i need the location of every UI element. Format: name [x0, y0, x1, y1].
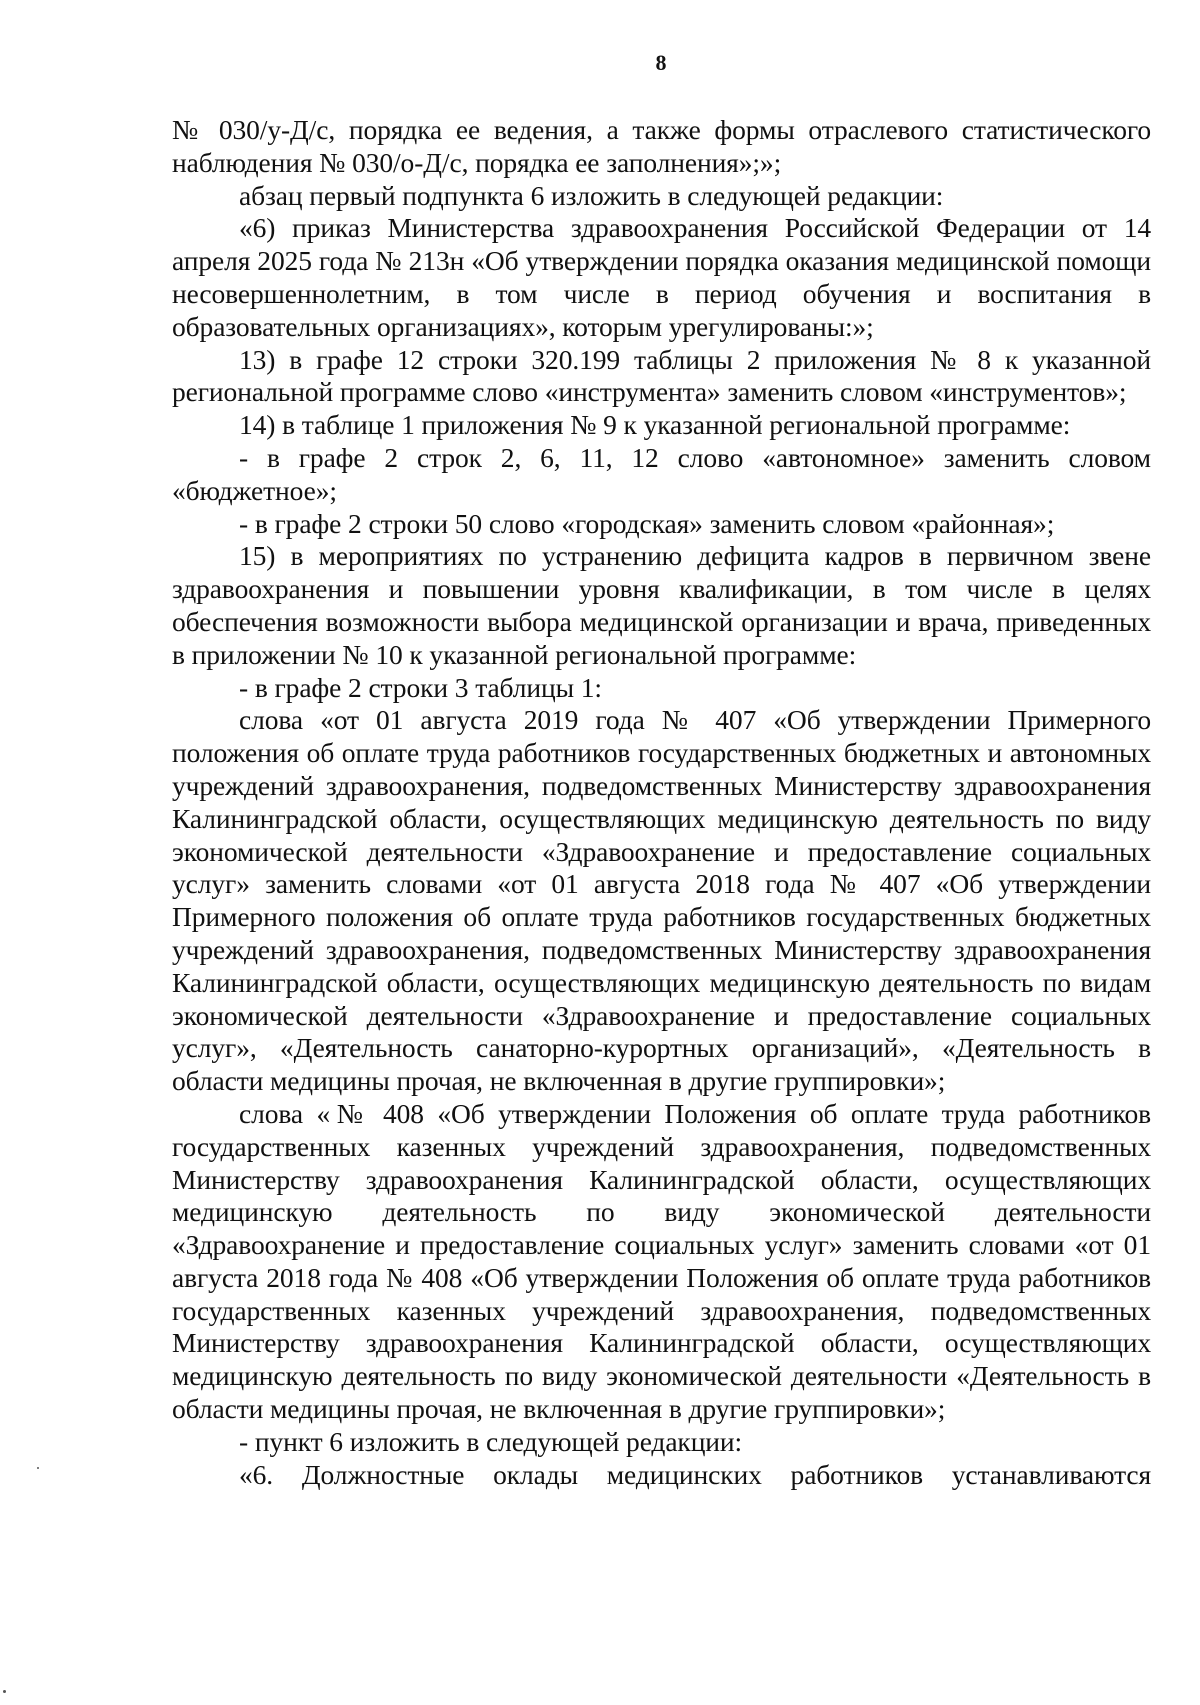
- paragraph-item-14: 14) в таблице 1 приложения № 9 к указанной региональной программе:: [239, 409, 1071, 441]
- scan-speck: [3, 1690, 6, 1693]
- paragraph-item-14-row-50: - в графе 2 строки 50 слово «городская» заменить словом «районная»;: [239, 507, 1055, 539]
- paragraph-subitem-6-intro: абзац первый подпункта 6 изложить в следующей редакции:: [239, 179, 944, 211]
- paragraph-item-14-column-2-rows: - в графе 2 строк 2, 6, 11, 12 слово «автономное» заменить словом «бюджетное»;: [172, 441, 1151, 506]
- scan-speck: [37, 1467, 39, 1469]
- paragraph-form-reference: № 030/у-Д/с, порядка ее ведения, а также формы отраслевого статистического наблюдения № 030/о-Д/с, порядка ее заполнения»;»;: [172, 114, 1151, 178]
- paragraph-item-13: 13) в графе 12 строки 320.199 таблицы 2 приложения № 8 к указанной региональной программе слово «инструмента» заменить словом «инструментов»;: [172, 343, 1151, 408]
- paragraph-subitem-6-text: «6) приказ Министерства здравоохранения Российской Федерации от 14 апреля 2025 года № 213н «Об утверждении порядка оказания медицинской помощи несовершеннолетним, в том числе в период обучения и воспитания в образовательных организациях», которым урегулированы:»;: [172, 212, 1151, 342]
- paragraph-item-15-table-1: - в графе 2 строки 3 таблицы 1:: [239, 671, 602, 703]
- paragraph-point-6-text: «6. Должностные оклады медицинских работников устанавливаются: [239, 1458, 1151, 1490]
- paragraph-point-6-intro: - пункт 6 изложить в следующей редакции:: [239, 1425, 743, 1457]
- paragraph-words-407: слова «от 01 августа 2019 года № 407 «Об утверждении Примерного положения об оплате труда работников государственных бюджетных и автономных учреждений здравоохранения, подведомственных Министерству здравоохранения Калининградской области, осуществляющих медицинскую деятельность по виду экономической деятельности «Здравоохранение и предоставление социальных услуг» заменить словами «от 01 августа 2018 года № 407 «Об утверждении Примерного положения об оплате труда работников государственных бюджетных учреждений здравоохранения, подведомственных Министерству здравоохранения Калининградской области, осуществляющих медицинскую деятельность по видам экономической деятельности «Здравоохранение и предоставление социальных услуг», «Деятельность санаторно-курортных организаций», «Деятельность в области медицины прочая, не включенная в другие группировки»;: [172, 704, 1151, 1097]
- paragraph-item-15: 15) в мероприятиях по устранению дефицита кадров в первичном звене здравоохранения и повышении уровня квалификации, в том числе в целях обеспечения возможности выбора медицинской организации и врача, приведенных в приложении № 10 к указанной региональной программе:: [172, 540, 1151, 670]
- page-number: 8: [655, 50, 667, 75]
- paragraph-words-408: слова «№ 408 «Об утверждении Положения об оплате труда работников государственных казенных учреждений здравоохранения, подведомственных Министерству здравоохранения Калининградской области, осуществляющих медицинскую деятельность по виду экономической деятельности «Здравоохранение и предоставление социальных услуг» заменить словами «от 01 августа 2018 года № 408 «Об утверждении Положения об оплате труда работников государственных казенных учреждений здравоохранения, подведомственных Министерству здравоохранения Калининградской области, осуществляющих медицинскую деятельность по виду экономической деятельности «Деятельность в области медицины прочая, не включенная в другие группировки»;: [172, 1097, 1151, 1425]
- document-body: [172, 114, 1151, 1491]
